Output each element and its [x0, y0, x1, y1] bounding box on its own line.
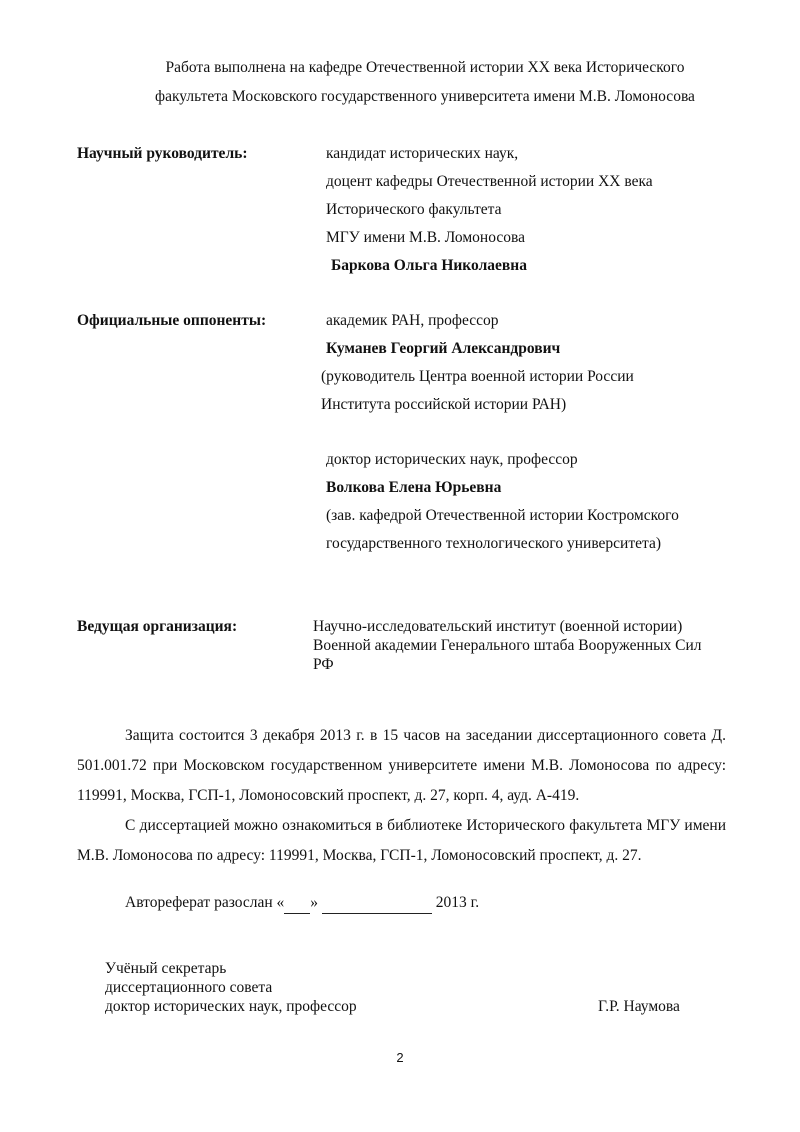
page-number: 2 — [396, 1050, 404, 1065]
leading-org-line-1: Научно-исследовательский институт (военной истории) — [313, 618, 683, 635]
opponent-2-note-2: государственного технологического университета) — [326, 535, 662, 552]
mailing-prefix: Автореферат разослан « — [125, 894, 285, 911]
secretary-name: Г.Р. Наумова — [598, 998, 680, 1015]
supervisor-faculty: Исторического факультета — [326, 201, 502, 218]
opponent-2-title: доктор исторических наук, профессор — [326, 451, 578, 468]
header-line-2: факультета Московского государственного университета имени М.В. Ломоносова — [155, 88, 695, 105]
supervisor-name: Баркова Ольга Николаевна — [331, 257, 527, 274]
defense-text — [77, 721, 726, 871]
month-blank — [322, 893, 432, 914]
supervisor-degree: кандидат исторических наук, — [326, 145, 519, 162]
defense-paragraph: Защита состоится 3 декабря 2013 г. в 15 часов на заседании диссертационного совета Д. 501.001.72 при Московском государственном университете имени М.В. Ломоносова по адресу: 119991, Москва, ГСП-1, Ломоносовский проспект, д. 27, корп. 4, ауд. А-419. — [77, 727, 726, 804]
secretary-council: диссертационного совета — [105, 979, 273, 996]
day-blank — [284, 893, 310, 914]
supervisor-university: МГУ имени М.В. Ломоносова — [326, 229, 525, 246]
library-paragraph: С диссертацией можно ознакомиться в библиотеке Исторического факультета МГУ имени М.В. Ломоносова по адресу: 119991, Москва, ГСП-1, Ломоносовский проспект, д. 27. — [77, 817, 726, 864]
opponent-1-note-2: Института российской истории РАН) — [321, 396, 567, 413]
opponent-2-note-1: (зав. кафедрой Отечественной истории Костромского — [326, 507, 679, 524]
opponents-label: Официальные оппоненты: — [77, 312, 267, 329]
secretary-degree: доктор исторических наук, профессор — [105, 998, 357, 1015]
mailing-middle: » — [310, 894, 319, 911]
leading-org-label: Ведущая организация: — [77, 618, 238, 635]
supervisor-label: Научный руководитель: — [77, 145, 248, 162]
opponent-1-title: академик РАН, профессор — [326, 312, 499, 329]
header-line-1: Работа выполнена на кафедре Отечественной истории XX века Исторического — [165, 59, 685, 76]
supervisor-position: доцент кафедры Отечественной истории XX века — [326, 173, 653, 190]
mailing-suffix: 2013 г. — [435, 894, 480, 911]
opponent-1-note-1: (руководитель Центра военной истории России — [321, 368, 634, 385]
leading-org-line-2: Военной академии Генерального штаба Вооруженных Сил — [313, 637, 702, 654]
opponent-1-name: Куманев Георгий Александрович — [326, 340, 561, 357]
secretary-title: Учёный секретарь — [105, 960, 227, 977]
opponent-2-name: Волкова Елена Юрьевна — [326, 479, 502, 496]
leading-org-line-3: РФ — [313, 656, 334, 673]
mailing-line — [125, 893, 479, 914]
